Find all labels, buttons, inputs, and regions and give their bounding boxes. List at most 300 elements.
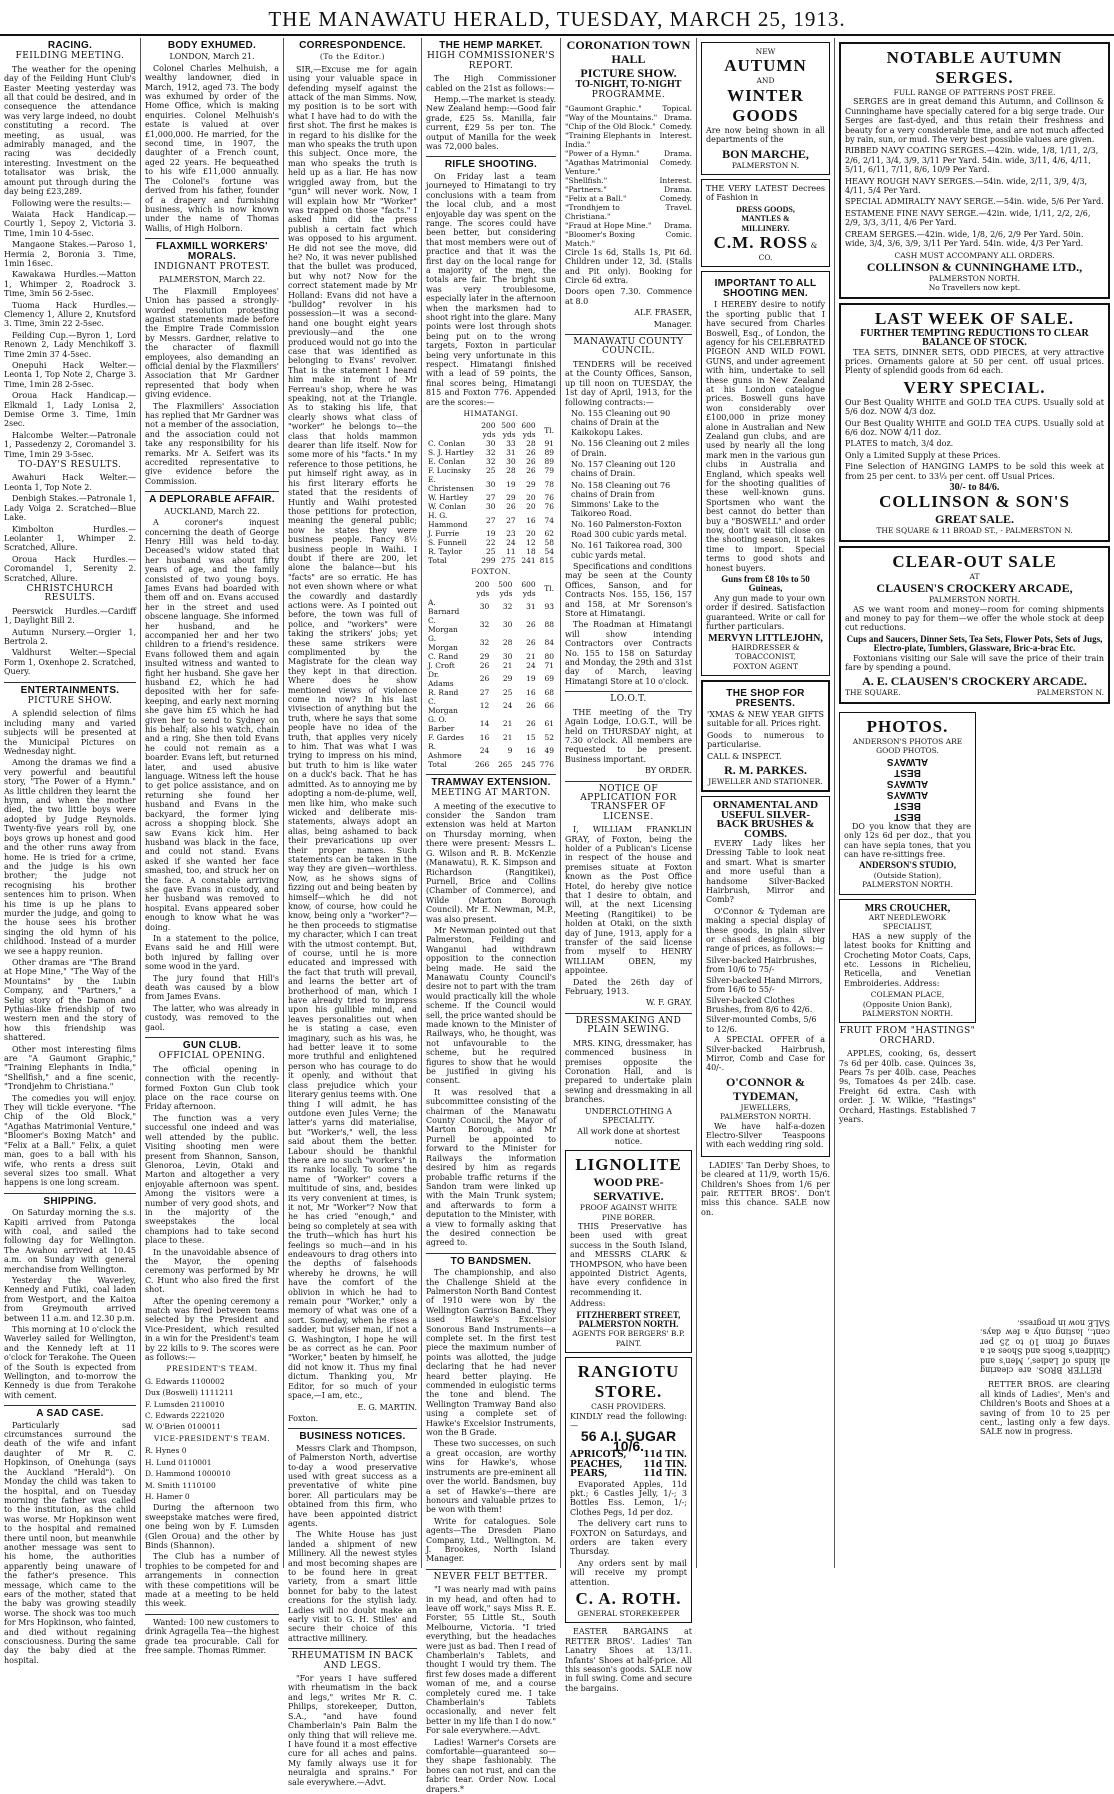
programme-item xyxy=(565,158,692,176)
divider xyxy=(4,682,136,683)
article-paragraph: The High Commissioner cabled on the 21st as follows:— xyxy=(426,74,556,93)
race-result: Onepuhi Hack Welter.—Leonta 1, Top Note 2, Charge 3. Time, 1min 28 2-5sec. xyxy=(4,361,136,389)
score-cell: 27 xyxy=(486,515,496,525)
divider xyxy=(426,1253,556,1254)
programme-item-cell: Drama. xyxy=(663,112,692,122)
ad-address: FITZHERBERT STREET, PALMERSTON NORTH. xyxy=(576,1309,681,1330)
score-cell: 9 xyxy=(507,746,513,756)
tender-item: No. 155 Cleaning out 90 chains of Drain at the Kaikokopu Lakes. xyxy=(571,408,671,437)
score-cell: G. O. Barber xyxy=(428,714,455,733)
ad-signature: BY ORDER. xyxy=(645,766,692,776)
score-cell: E. Christensen xyxy=(428,475,474,494)
score-cell: 22 xyxy=(486,538,496,548)
column-1 xyxy=(4,38,136,1665)
race-result: Awahuri Hack Welter.—Leonta 1, Top Note 2. xyxy=(4,473,136,492)
ad-text: EASTER BARGAINS at RETTER BROS'. Ladies' Tan Lanatry Shoes at 13/11. Infants' Shoes at half-price. All this season's goods. SALE now in full swing. Come and secure the bargains. xyxy=(565,1627,692,1693)
score-cell: H. G. Hammond xyxy=(428,511,468,530)
score-header-row xyxy=(426,580,556,598)
hemp-market-heading: THE HEMP MARKET. xyxy=(439,40,543,51)
score-cell: 30 xyxy=(486,502,496,512)
score-cell: 16 xyxy=(479,732,490,742)
ad-text: EVERY Lady likes her Dressing Table to look neat and smart. What is smarter and more useful than a handsome Silver-Backed Hairbrush, Mirror and Comb? xyxy=(706,839,825,905)
programme-item-cell: "Gaumont Graphic." xyxy=(565,103,642,113)
clear-out-sale-ad xyxy=(839,546,1110,704)
ad-title: NOTABLE AUTUMN xyxy=(886,48,1063,67)
score-row: W. O'Brien 0100011 xyxy=(145,1422,221,1432)
ad-text: KINDLY read the following:— xyxy=(570,1411,687,1431)
column-rule xyxy=(283,38,284,1568)
score-cell: 68 xyxy=(544,687,554,697)
score-cell: J. Croft xyxy=(428,660,455,670)
article-paragraph: The Club has a number of trophies to be competed for and arrangements in connection with these competitions will be made at a meeting to be held this week. xyxy=(145,1552,279,1609)
programme-item xyxy=(565,221,692,230)
ad-title: MRS CROUCHER, xyxy=(864,902,951,914)
score-row xyxy=(426,616,556,634)
lodge-heading: LO.O.T. xyxy=(610,694,647,705)
price-item xyxy=(570,1470,687,1479)
ad-title: AND xyxy=(756,76,775,86)
ad-title: NEW xyxy=(755,47,776,56)
vice-presidents-team-heading: VICE-PRESIDENT'S TEAM. xyxy=(153,1433,271,1443)
column-5 xyxy=(565,38,692,1693)
race-result: Tuoma Hack Hurdles.—Clemency 1, Allure 2, Knutsford 3. Time, 3min 22 2-5sec. xyxy=(4,300,136,329)
score-cell: 30 xyxy=(502,620,513,630)
programme-item xyxy=(565,185,692,194)
score-cell: 27 xyxy=(479,687,490,697)
programme-item-cell: "Power of a Hymn." xyxy=(565,148,640,158)
score-cell: F. Gardes xyxy=(428,732,464,742)
ad-text: 'XMAS & NEW YEAR GIFTS suitable for all. Prices right. xyxy=(707,709,824,729)
ad-text: Circle 1s 6d, Stalls 1s, Pit 6d. Children under 12, 3d. (Stalls and Pit only). Booking for Circle 6d extra. xyxy=(565,247,692,286)
ad-text: TENDERS will be received at the County Offices, Sanson, up till noon on TUESDAY, the 1st day of April, 1913, for the following contracts:— xyxy=(565,359,692,407)
dateline: LONDON, March 21. xyxy=(169,52,255,62)
ad-role: Manager. xyxy=(653,319,692,329)
article-paragraph: Mr Newman pointed out that Palmerston, Feilding and Wanganui had withdrawn opposition to the connection being made. He said the Manawatu County Council's desire not to part with the tram would practically kill the whole scheme. If the Council would sell, the price wanted should be made known to the Minister of Railways, who, he thought, was not unfavourable to the scheme, but he required figures to show that he would be justified in giving his consent. xyxy=(426,925,556,1086)
score-cell: 62 xyxy=(544,529,554,539)
programme-item-cell: "Training Elephants in India." xyxy=(565,130,651,149)
score-cell: 26 xyxy=(526,719,536,729)
ad-title: SERGES. xyxy=(935,68,1014,87)
score-cell: 600 yds xyxy=(521,421,536,440)
divider xyxy=(145,238,279,239)
score-cell: 24 xyxy=(502,701,513,711)
divider xyxy=(426,156,556,157)
score-cell: 91 xyxy=(544,439,554,449)
price-item: Silver-backed Clothes Brushes, from 8/6 to 42/6. xyxy=(706,995,813,1014)
ad-text: Fine Selection of HANGING LAMPS to be sold this week at from 25 per cent. to 33⅓ per cent. off Usual Prices. xyxy=(845,462,1104,481)
christchurch-heading: CHRISTCHURCH RESULTS. xyxy=(26,583,114,604)
score-cell: 76 xyxy=(544,502,554,512)
score-cell: 52 xyxy=(544,732,554,742)
divider xyxy=(426,1569,556,1570)
score-cell: 12 xyxy=(479,701,490,711)
ad-text: Our Best Quality WHITE and GOLD TEA CUPS. Usually sold at 6/6 doz. NOW 4/11 doz. xyxy=(845,418,1104,437)
ad-title: COLLINSON & SON'S xyxy=(879,492,1070,512)
race-result: Autumn Nursery.—Orgier 1, Bertrola 2. xyxy=(4,627,136,646)
score-row: D. Hammond 1000010 xyxy=(145,1469,231,1479)
ad-subtitle: No Travellers now kept. xyxy=(928,283,1021,293)
score-row: G. Edwards 1100002 xyxy=(145,1376,225,1386)
programme-item-cell: "Trondhjem to Christiana." xyxy=(565,202,620,221)
score-cell: 21 xyxy=(502,660,513,670)
column-7 xyxy=(839,38,1110,1568)
score-cell: 26 xyxy=(526,457,536,467)
article-paragraph: On Saturday morning the s.s. Kapiti arrived from Patonga with coal, and sailed the following day for Wellington. The Awahou arrived at 10.45 a.m. on Sunday with general merchandise from Wellington. xyxy=(4,1208,136,1274)
score-cell: 66 xyxy=(544,701,554,711)
masthead-title: THE MANAWATU HERALD, TUESDAY, MARCH 25, 1913. xyxy=(268,7,846,31)
score-row: M. Smith 1110100 xyxy=(145,1480,216,1490)
ad-text: DO you know that they are only 12s 6d per doz., that you can have sepia tones, that you can have re-sittings free. xyxy=(844,821,971,859)
article-paragraph: The function was a very successful one indeed and was well attended by the public. Visiting shooting men were present from Shannon, Sanson, Glenoroa, Levin, Otaki and Marton and altogether a very enjoyable afternoon was spent. Among the visitors were a number of very good shots, and in the majority of the sweepstakes the local champions had to take second place to these. xyxy=(145,1113,279,1246)
programme-item-cell: Travel. xyxy=(665,202,692,212)
correspondence-heading: CORRESPONDENCE. xyxy=(299,40,406,51)
score-cell: 26 xyxy=(526,448,536,458)
programme-item-cell: Comedy. xyxy=(659,121,692,131)
race-result: Halcombe Welter.—Patronale 1, Passedenzy 2, Coromandel 3. Time, 1min 29 3-5sec. xyxy=(4,430,136,459)
photos-ad xyxy=(839,712,976,895)
ad-title: AUTUMN xyxy=(724,56,807,76)
racing-heading: RACING. xyxy=(47,40,93,51)
programme-item xyxy=(565,113,692,122)
programme-item-cell: "Fraud at Hope Mine." xyxy=(565,220,652,230)
article-paragraph: It was resolved that a subcommittee consisting of the chairman of the Manawatu County Council, the Mayor of Marton Borough, and Mr Purnell be appointed to forward to the Minister for Railways the information desired by him as regards probable traffic returns if the Sandon tram were linked up with the Main Trunk system; and afterwards to form a deputation to the Minister, with a view to formally asking that the desired connection be agreed to. xyxy=(426,1087,556,1248)
score-cell: 815 xyxy=(539,556,554,566)
article-paragraph: Other most interesting films are "A Gaumont Graphic," "Training Elephants in India," "Shellfish," and a fine scenic, "Trondjehm to Christiana." xyxy=(4,1044,136,1092)
bottom-right-ads xyxy=(980,708,1110,1439)
score-cell: 54 xyxy=(544,547,554,557)
sugar-price: 56 A.I. SUGAR 10/6. xyxy=(580,1428,677,1454)
score-cell: 29 xyxy=(502,674,513,684)
score-cell: 49 xyxy=(544,746,554,756)
corset-advertisement: Ladies! Warner's Corsets are comfortable—guaranteed so—they shape fashionably. The bones can not rust, and can the fabric tear. Order Now. Local drapers.* xyxy=(426,1737,556,1794)
score-cell: G. Morgan xyxy=(428,633,458,652)
gun-club-subheading: OFFICIAL OPENING. xyxy=(158,1051,266,1062)
score-cell: 14 xyxy=(479,719,490,729)
serges-ad xyxy=(839,42,1110,299)
score-cell: 245 xyxy=(521,759,536,769)
correspondence-subheading: (To the Editor.) xyxy=(319,52,386,62)
programme-item-cell: "Felix at a Ball." xyxy=(565,193,627,203)
score-cell: 25 xyxy=(486,547,496,557)
score-row xyxy=(426,466,556,475)
article-paragraph: Hemp.—The market is steady. New Zealand hemp:—Good fair grade, £25 5s. Manilla, fair current, £29 5s per ton. The output of Manilla for the week was 72,000 bales. xyxy=(426,95,556,152)
score-cell: C. Morgan xyxy=(428,696,458,715)
price-list xyxy=(845,146,1104,248)
price-item: Silver-backed Hand Mirrors, from 16/6 to 55/- xyxy=(706,975,823,995)
programme-item xyxy=(565,203,692,221)
score-cell: 200 yds xyxy=(481,421,496,440)
programme-item-cell: Drama. xyxy=(663,184,692,194)
score-cell: 29 xyxy=(479,651,490,661)
score-row xyxy=(426,733,556,742)
fruit-heading: FRUIT FROM "HASTINGS" ORCHARD. xyxy=(839,1026,976,1046)
score-cell: 33 xyxy=(506,439,516,449)
score-row xyxy=(426,547,556,556)
himatangi-scores-table xyxy=(426,421,556,565)
score-cell: 30 xyxy=(502,651,513,661)
ad-text: CASH MUST ACCOMPANY ALL ORDERS. xyxy=(894,250,1055,260)
score-cell: 28 xyxy=(526,439,536,449)
ad-text: Only a Limited Supply at these Prices. xyxy=(845,450,1001,460)
foxton-scores-table xyxy=(426,580,556,769)
ad-item: MILLINERY. xyxy=(741,223,790,233)
ad-subtitle: CASH PROVIDERS. xyxy=(591,1402,666,1412)
ad-subtitle: FULL RANGE OF PATTERNS POST FREE. xyxy=(893,88,1056,97)
ad-subtitle: PROOF AGAINST WHITE PINE BORER. xyxy=(579,1203,678,1222)
dateline: PALMERSTON, March 22. xyxy=(158,275,266,285)
ad-title: & CO. xyxy=(758,241,818,263)
flaxmill-heading: FLAXMILL WORKERS' MORALS. xyxy=(156,241,268,262)
divider xyxy=(565,334,692,335)
ad-title: R. M. PARKES. xyxy=(724,762,807,777)
ad-subtitle: GENERAL STOREKEEPER xyxy=(577,1608,680,1618)
score-row: R. Hynes 0 xyxy=(145,1446,187,1456)
divider xyxy=(288,1648,417,1649)
article-paragraph: The latter, who was already in custody, was removed to the gaol. xyxy=(145,1003,279,1032)
ad-title: PHOTOS. xyxy=(866,716,949,736)
tramway-subheading: MEETING AT MARTON. xyxy=(431,788,551,799)
programme-item xyxy=(565,149,692,158)
ad-title: LIGNOLITE xyxy=(575,1155,682,1175)
ad-text: Specifications and conditions may be seen at the County Offices, Sanson, and for Contracts Nos. 155, 156, 157 and 158, at Mr Sorenson's Store at Himatangi. xyxy=(565,562,692,619)
article-paragraph: Messrs Clark and Thompson, of Palmerston North, advertise to-day a wood preservative used with great success as a preventative of white pine borer. All particulars may be obtained from this firm, who have been appointed district agents. xyxy=(288,1443,417,1528)
article-paragraph: Other dramas are "The Brand at Hope Mine," "The Way of the Mountains" by the Lubin Company, and "Partners," a Selig story of the Damon and Pythias-like friendship of two western men and the story of how this friendship was shattered. xyxy=(4,957,136,1043)
score-cell: 24 xyxy=(506,538,516,548)
column-3 xyxy=(288,38,417,1787)
divider xyxy=(426,774,556,775)
programme-item-cell: Comic. xyxy=(665,229,692,239)
ad-text: HAS a new supply of the latest books for Knitting and Crocheting Motor Coats, Caps, etc. Lessons in Richelieu, Reticella, and Venetian Embroideries. Address: xyxy=(844,931,971,988)
ad-title: WINTER xyxy=(727,85,804,105)
shooting-ad xyxy=(701,271,830,676)
divider xyxy=(565,1013,692,1014)
tender-list xyxy=(565,409,692,560)
ad-text: Goods to numerous to particularise. xyxy=(707,730,824,750)
score-cell: 88 xyxy=(544,620,554,630)
article-paragraph: The Flaxmill Employees' Union has passed a strongly-worded resolution protesting against statements made before the Empire Trade Commission by Messrs. Gardner, relative to the character of flaxmill employees, also demanding an official denial by the Flaxmillers' Association that Mr Gardner represented that body when giving evidence. xyxy=(145,286,279,400)
score-cell: Total xyxy=(428,759,447,769)
ad-text: We have half-a-dozen Electro-Silver Teaspoons with each wedding ring sold. xyxy=(706,1121,825,1150)
score-header-row xyxy=(426,421,556,439)
score-cell: F. Lucinsky xyxy=(428,466,471,476)
race-result: Kawakawa Hurdles.—Matton 1, Whimper 2, Roadrock 3. Time, 3min 56 2-5sec. xyxy=(4,270,136,299)
ad-title: O'CONNOR & TYDEMAN, xyxy=(726,1074,805,1103)
race-result: Kimbolton Hurdles.—Leolanter 1, Whimper 2. Scratched, Allure. xyxy=(4,524,136,553)
score-row xyxy=(426,670,556,688)
bandsmen-heading: TO BANDSMEN. xyxy=(450,1255,532,1267)
score-cell: 21 xyxy=(502,732,513,742)
programme-item-cell: Topical. xyxy=(662,103,692,113)
score-cell: S. J. Hartley xyxy=(428,448,474,458)
ad-title: C.M. ROSS xyxy=(713,233,809,253)
score-row xyxy=(426,652,556,661)
score-cell: 26 xyxy=(526,638,536,648)
ad-subtitle: SPECIALIST, xyxy=(882,922,933,932)
score-cell: 30 xyxy=(479,602,490,612)
ad-text: O'Connor & Tydeman are making a special display of these goods, in plain silver or chased designs. A big range of prices, as follows:— xyxy=(706,906,825,954)
price-list xyxy=(570,1451,687,1479)
score-cell: 266 xyxy=(474,759,490,769)
score-cell: C. Rand xyxy=(428,651,459,661)
score-row: H. Hamer 0 xyxy=(145,1491,190,1501)
inverted-word: ALWAYS xyxy=(886,755,929,767)
score-cell: 69 xyxy=(544,674,554,684)
ad-signature: MERVYN LITTLEJOHN, xyxy=(708,632,823,644)
score-cell: J. Furrie xyxy=(428,529,460,539)
article-paragraph: During the afternoon two sweepstake matches were fired, one being won by F. Lumsden (Glen Oroua) and the other by Binds (Shannon). xyxy=(145,1503,279,1550)
article-paragraph: In the unavoidable absence of the Mayor, the opening ceremony was performed by Mr C. Hunt who also fired the first shot. xyxy=(145,1247,279,1295)
ad-address: THE SQUARE & 11 BROAD ST., - PALMERSTON N. xyxy=(876,526,1073,536)
article-paragraph: Write for catalogues. Sole agents—The Dresden Piano Company, Ltd., Wellington. M. J. Brookes, North Island Manager. xyxy=(426,1516,556,1564)
price-item: HEAVY ROUGH NAVY SERGES.—54in. wide, 2/11, 3/9, 4/3, 4/11, 5/4 Per Yard. xyxy=(845,176,1088,196)
ad-text: Foxtonians visiting our Sale will save the price of their train fare by spending a pound. xyxy=(845,653,1104,673)
score-cell: 31 xyxy=(526,602,536,612)
score-cell: 28 xyxy=(506,466,516,476)
ad-role: FOXTON AGENT xyxy=(732,661,799,671)
deplorable-heading: A DEPLORABLE AFFAIR. xyxy=(149,494,275,506)
price-item-cell: 11d TIN. xyxy=(643,1469,687,1480)
tender-item: No. 160 Palmerston-Foxton Road 300 cubic yards metal. xyxy=(571,520,687,539)
score-cell: 26 xyxy=(479,660,490,670)
score-cell: 28 xyxy=(502,638,513,648)
score-cell xyxy=(426,580,468,598)
tramway-heading: TRAMWAY EXTENSION. xyxy=(431,776,551,788)
column-rule xyxy=(834,38,835,1568)
divider xyxy=(145,1037,279,1038)
lignolite-ad xyxy=(565,1150,692,1353)
score-row: H. Lund 0110001 xyxy=(145,1457,212,1467)
racing-subheading: FEILDING MEETING. xyxy=(15,51,125,62)
score-cell: 24 xyxy=(479,746,490,756)
ad-address: PALMERSTON N. xyxy=(1036,688,1104,698)
article-paragraph: A meeting of the executive to consider the Sandon tram extension was held at Marton on Thursday morning, when there were present: Messrs L. G. Wilson and R. B. McKenzie (Manawatu), R. K. Simpson and Richardson (Rangitikei), Purnell, Brice and Collins (Chamber of Commerce), and Wilde (Marton Borough Council). Mr E. Newman, M.P., was also present. xyxy=(426,801,556,924)
tender-item: No. 157 Cleaning out 120 chains of Drain. xyxy=(571,459,676,479)
score-cell: 15 xyxy=(526,732,536,742)
entertainments-heading: ENTERTAINMENTS. xyxy=(20,684,120,696)
score-cell: 26 xyxy=(526,466,536,476)
ad-role: HAIRDRESSER & TOBACCONIST, xyxy=(731,642,800,662)
last-week-sale-ad xyxy=(839,303,1110,542)
price-item: SPECIAL ADMIRALTY NAVY SERGE.—54in. wide, 5/6 Per Yard. xyxy=(845,197,1104,207)
race-result: Denbigh Stakes.—Patronale 1, Lady Volga 2. Scratched—Blue Lake. xyxy=(4,494,136,523)
ad-address: PALMERSTON NORTH. xyxy=(862,1009,953,1018)
programme-item xyxy=(565,176,692,185)
race-result: Oroua Hack Hurdles.—Coromandel 1, Serenity 2. Scratched, Allure. xyxy=(4,554,136,583)
score-cell xyxy=(426,421,478,439)
programme-item-cell: Interest. xyxy=(659,175,692,185)
score-cell: R. Rand xyxy=(428,687,459,697)
ad-title: RANGIOTU xyxy=(577,1362,680,1382)
ad-items: Cups and Saucers, Dinner Sets, Tea Sets, Flower Pots, Sets of Jugs, Electro-plate, Tumblers, Glassware, Bric-a-brac Etc. xyxy=(846,633,1103,654)
price-item-cell: 11d TIN. xyxy=(643,1450,687,1461)
score-cell: 19 xyxy=(526,674,536,684)
ad-title: A. E. CLAUSEN'S CROCKERY ARCADE. xyxy=(862,674,1087,689)
flaxmill-subheading: INDIGNANT PROTEST. xyxy=(154,261,270,272)
score-cell: 11 xyxy=(506,547,516,557)
score-cell: 275 xyxy=(501,556,516,566)
inverted-text-block xyxy=(844,756,971,822)
article-paragraph: The Flaxmillers' Association has replied that Mr Gardner was not a member of the association, and the association could not take any responsibility for his remarks. Mr A. Seifert was its accredited representative to give evidence before the Commission. xyxy=(145,401,279,486)
score-cell: W. Conlan xyxy=(428,502,466,512)
ad-title: C. A. ROTH. xyxy=(575,1588,682,1608)
inverted-ad-block xyxy=(980,1318,1110,1374)
article-paragraph: This morning at 10 o'clock the Waverley sailed for Wellington, and the Kennedy left at 11 o'clock for Terakohe. The Queen of the South is expected from Wellington, and to-morrow the Kennedy is due from Terakohe with cement. xyxy=(4,1325,136,1400)
autumn-goods-ad xyxy=(701,42,830,175)
score-cell: 20 xyxy=(526,493,536,503)
score-cell: 76 xyxy=(544,493,554,503)
score-row xyxy=(426,715,556,733)
ad-address: THE SQUARE. xyxy=(845,688,901,698)
ad-text: All work done at shortest notice. xyxy=(577,1127,680,1146)
score-cell: 776 xyxy=(539,759,554,769)
ad-address: COLEMAN PLACE, xyxy=(870,990,945,1000)
ad-text: AT xyxy=(969,571,980,581)
score-row xyxy=(426,511,556,529)
score-cell: S. Funnell xyxy=(428,538,467,548)
rangiotu-store-ad xyxy=(565,1357,692,1623)
score-cell: 18 xyxy=(526,547,536,557)
score-row xyxy=(426,502,556,511)
score-row xyxy=(426,661,556,670)
ad-subtitle: ART NEEDLEWORK xyxy=(868,912,947,922)
ad-text: Any orders sent by mail will receive my prompt attention. xyxy=(570,1558,687,1587)
score-cell: W. Hartley xyxy=(428,493,468,503)
ad-text: THE meeting of the Try Again Lodge, I.O.G.T., will be held on THURSDAY night, at 7.30 o'clock. All members are requested to be present. Business important. xyxy=(565,707,692,764)
score-cell: 26 xyxy=(506,502,516,512)
score-row xyxy=(426,742,556,760)
ad-subtitle: FURTHER TEMPTING REDUCTIONS TO CLEAR BALANCE OF STOCK. xyxy=(860,327,1089,349)
score-row xyxy=(426,538,556,547)
ad-text: The Roadman at Himatangi will show intending Contractors over Contracts No. 155 to 158 on Saturday and Monday, the 29th and 31st day of March, leaving Himatangi Store at 10 o'clock. xyxy=(565,620,692,686)
score-cell: 74 xyxy=(544,515,554,525)
score-cell: 27 xyxy=(506,515,516,525)
article-paragraph: The comedies you will enjoy. They will tickle everyone. "The Chip of the Old Block," "Agathas Matrimonial Venture," "Bloomer's Boxing Match" and "Felix at a Ball." Felix, a quiet man, goes to a ball with his wife, who rents a dress suit several sizes too small. What happens is one long scream. xyxy=(4,1093,136,1188)
article-paragraph: Colonel Charles Melhuish, a wealthy landowner, died in March, 1912, aged 73. The body was exhumed by order of the Home Office, which is making enquiries. Colonel Melhuish's estate is valued at over £1,000,000. He married, for the second time, in 1907, the daughter of a French count, aged 22 years. He bequeathed to his wife £11,000 annually. The Colonel's fortune was derived from his father, founder of a drapery and furnishing business, which is now known under the name of Thomas Wallis, of High Holborn. xyxy=(145,63,279,233)
score-cell: C. Conlan xyxy=(428,439,466,449)
county-council-heading: MANAWATU COUNTY COUNCIL. xyxy=(573,337,684,357)
article-paragraph: The weather for the opening day of the Feilding Hunt Club's Easter Meeting yesterday was all that could be desired, and in consequence the attendance was very large indeed, no doubt constituting a record. The meeting, as usual, was admirably managed, and the racing was decidedly interesting. Investment on the totalisator was brisk, the amount put through during the day being £23,289. xyxy=(4,64,136,197)
ad-item: MANTLES & xyxy=(741,214,790,224)
ad-text: PLATES to match, 3/4 doz. xyxy=(845,439,954,449)
article-paragraph: "I was nearly mad with pains in my head, and often had to leave off work," says Miss R. E. Forster, 55 Little St., South Melbourne, Victoria. "I tried everything, but the headaches were just as bad. Then I read of Chamberlain's Tablets, and thought I would try them. The first few doses made a different woman of me, and a course completely cured me. I take Chamberlain's Tablets occasionally, and never felt better in my life than I do now." For sale everywhere.—Advt. xyxy=(426,1585,556,1736)
article-paragraph: Particularly sad circumstances surround the death of the wife and infant daughter of Mr R. C. Hopkinson, of Onehunga (says the Auckland "Herald"). On Monday the child was taken to the hospital, and on Tuesday morning the father was called to the institution, as the child was worse. Mr Hopkinson went to the hospital and remained there until noon, but meanwhile another message was sent to his home, the authorities apparently being unaware of the father's presence. This message, which came to the ears of the mother, stated that the baby was growing steadily worse. The shock was too much for Mrs Hopkinson, who fainted, and died without regaining consciousness. During the same day the baby died at the hospital. xyxy=(4,1420,136,1665)
score-cell: 25 xyxy=(502,687,513,697)
ad-title: VERY SPECIAL. xyxy=(903,377,1046,397)
article-paragraph: In a statement to the police, Evans said he and Hill were both injured by falling over some wood in the yard. xyxy=(145,933,279,972)
dressmaking-heading: DRESSMAKING AND PLAIN SEWING. xyxy=(575,1015,682,1036)
article-paragraph: Following were the results:— xyxy=(12,198,131,208)
inverted-word: ALWAYS xyxy=(886,788,929,800)
dateline: AUCKLAND, March 22. xyxy=(164,506,260,516)
ad-text: AS we want room and money—room for coming shipments and money to pay for them—we offer the whole stock at deep cut reductions. xyxy=(845,604,1104,633)
programme-item-cell: "Shellfish." xyxy=(565,175,608,185)
letter-body: SIR,—Excuse me for again using your valuable space in defending myself against the attack of the man Simms. Now, my position is to be sort with what I have had to do with the first shot. The first he makes is in regard to his dislike for the man who speaks the truth upon this subject. Once more, the man who speaks the truth is held up as a liar. He has now wriggled away from, but the "gun" will never work. Now, I will explain how Mr "Worker" was trapped on those "facts." I asked him did the press publish a certain fact which was opposed to his argument. He did not see the move, did he? No, it was never published that the bullet was produced, but why not? Now for the correct statement made by Mr Holland: Evans did not have a "bulldog" revolver in his possession—it was a second-hand one bought eight years previously—and the one produced would not go into the case that was identified as belonging to Evans' revolver. That is the statement I heard him make in front of Mr Ferreau's shop, where he was speaking, not at the Triangle. As to staking his life, that clearly shows what class of "worker" he belongs to—the class that holds mammon dearer than life itself. Now for some more of his "facts." In my reference to those petitions, he put himself right away, as in his first literary efforts he stated that the residents of Huntly and Waihi protested those petitions for protection, meaning the general public; now he states they were business people. Fancy 8½ business people in Waihi. I doubt if there are 200, let alone the balance—but his "facts" are so erratic. He has not even shown where or what the cowardly and dastardly actions were. As I pointed out before, the town was full of police, and "workers" were taking the strikers' jobs; yet these same strikers were complimented by the Magistrate for the clean way they kept in that direction. Where does he show mentioned views of violence come in now? In his last vivisection of anything but the truth, where he says that some people have no idea of the truth, that applies very nicely to him. That was what I was trying to impress on his mind, but truth to him is like water on a duck's back. That he has admitted. As to annoying me by adopting a nom-de-plume, well, men like him, who make such wicked and deliberate mis-statements, always adopt an alias, being ashamed to back their prevarications up over their proper names. Such statements can be taken in the way they are given—worthless. Now, as he shows signs of fizzing out and being beaten by himself—which he did not know, of course, how could he know, being only a "worker"?—he then proceeds to stigmatise my character, which I can treat with the utmost contempt. But, of course, until he is more educated and impressed with the fact that truth will prevail, and learns the better art of brotherhood of man, which I have already tried to impress upon his gullible mind, and leaves personalities out when he is stating a case, even imaginary, such as his was, he had better leave it to some more truthful and enlightened person who has courage to do it openly, and without that class prejudice which your literary genius teems with. One thing I will admit, he has outdone even Jules Verne; the latter's yarns did materialise, but "Worker's," well, the less said about them the better. Labour should be thankful there are no such "workers" in its ranks locally. To some the name of "Worker" covers a multitude of sins, and, besides its very convenient at times, is it not, Mr "Worker"? Now that he has cried "enough," and being so completely at sea with the truth—which has hurt his feelings so much—and in his endeavours to drag others into the depths of falsehoods whereby he drowns, he will have the comfort of the oblivion in which he had to remain pour "Worker," only a memory of what was one of a sort. Someday, when he rises a sadder, but wiser man, if not a G. Washington, I hope he will be as correct as he can. Poor "Worker," beaten by himself, he did not know it. Thus my final dictum. Thanking you, Mr Editor, for so much of your space,—I am, etc., xyxy=(288,64,417,1401)
inverted-word: BEST xyxy=(894,810,921,822)
score-row: C. Edwards 2221020 xyxy=(145,1411,225,1421)
score-cell: 78 xyxy=(544,479,554,489)
ad-text: AGENTS FOR BERGERS' B.P. PAINT. xyxy=(572,1329,685,1348)
divider xyxy=(565,691,692,692)
ad-title: CORONATION TOWN HALL xyxy=(566,38,691,66)
entertainments-subheading: PICTURE SHOW. xyxy=(27,696,113,706)
price-item: RIBBED NAVY COATING SERGES.—42in. wide, 1/8, 1/11, 2/3, 2/6, 2/11, 3/4, 3/9, 3/11 Per Yard. 54in. wide, 3/11, 4/6, 4/11, 5/11, 6/11, 7/11, 8/6, 10/9 Per Yard. xyxy=(845,146,1099,175)
ad-text: I, WILLIAM FRANKLIN GRAY, of Foxton, being the holder of a Publican's License in respect of the house and premises situate at Foxton known as the Post Office Hotel, do hereby give notice that I desire to obtain, and will, at the next Licensing Meeting (Rangitikei) to be holden at Otaki, on the sixth day of June, 1913, apply for a transfer of the said license from myself to HENRY WILLIAM OBEN, my appointee. xyxy=(565,825,692,976)
ad-subtitle: PALMERSTON NORTH. xyxy=(929,595,1020,605)
price-item: Silver-backed Hairbrushes, from 10/6 to 75/- xyxy=(706,955,817,975)
article-paragraph: A coroner's inquest concerning the death of George Henry Hill was held to-day. Deceased's widow stated that her husband was about fifty years of age, and the family consisted of two young boys. James Evans had boarded with them off and on. Evans accused her in the street and used obscene language. She informed her husband, and he accompanied her and her two children to a friend's residence. Evans followed them and again insulted witness and wanted to fight her husband. She gave her husband £2, which he had deposited with her for safe-keeping, and early next morning she gave him £5 which he had given her to send to Sydney on his behalf; also his watch, chain and a ring. She then told Evans he could not remain as a boarder. Evans left, but returned later, and used abusive language. Witness left the house to get police assistance, and on returning she found her husband and Evans in the backyard, the former lying across a shopping block. She saw Evans kick him. Her husband was black in the face, and could not stand. Evans asked if she wanted her face smashed, too, and struck her on the face. A constable arriving she gave Evans in custody, and her husband was removed to hospital. Evans appeared sober enough to know what he was doing. xyxy=(145,518,279,932)
score-cell: Total xyxy=(428,556,447,566)
ad-text: PALMERSTON N. xyxy=(731,160,800,170)
